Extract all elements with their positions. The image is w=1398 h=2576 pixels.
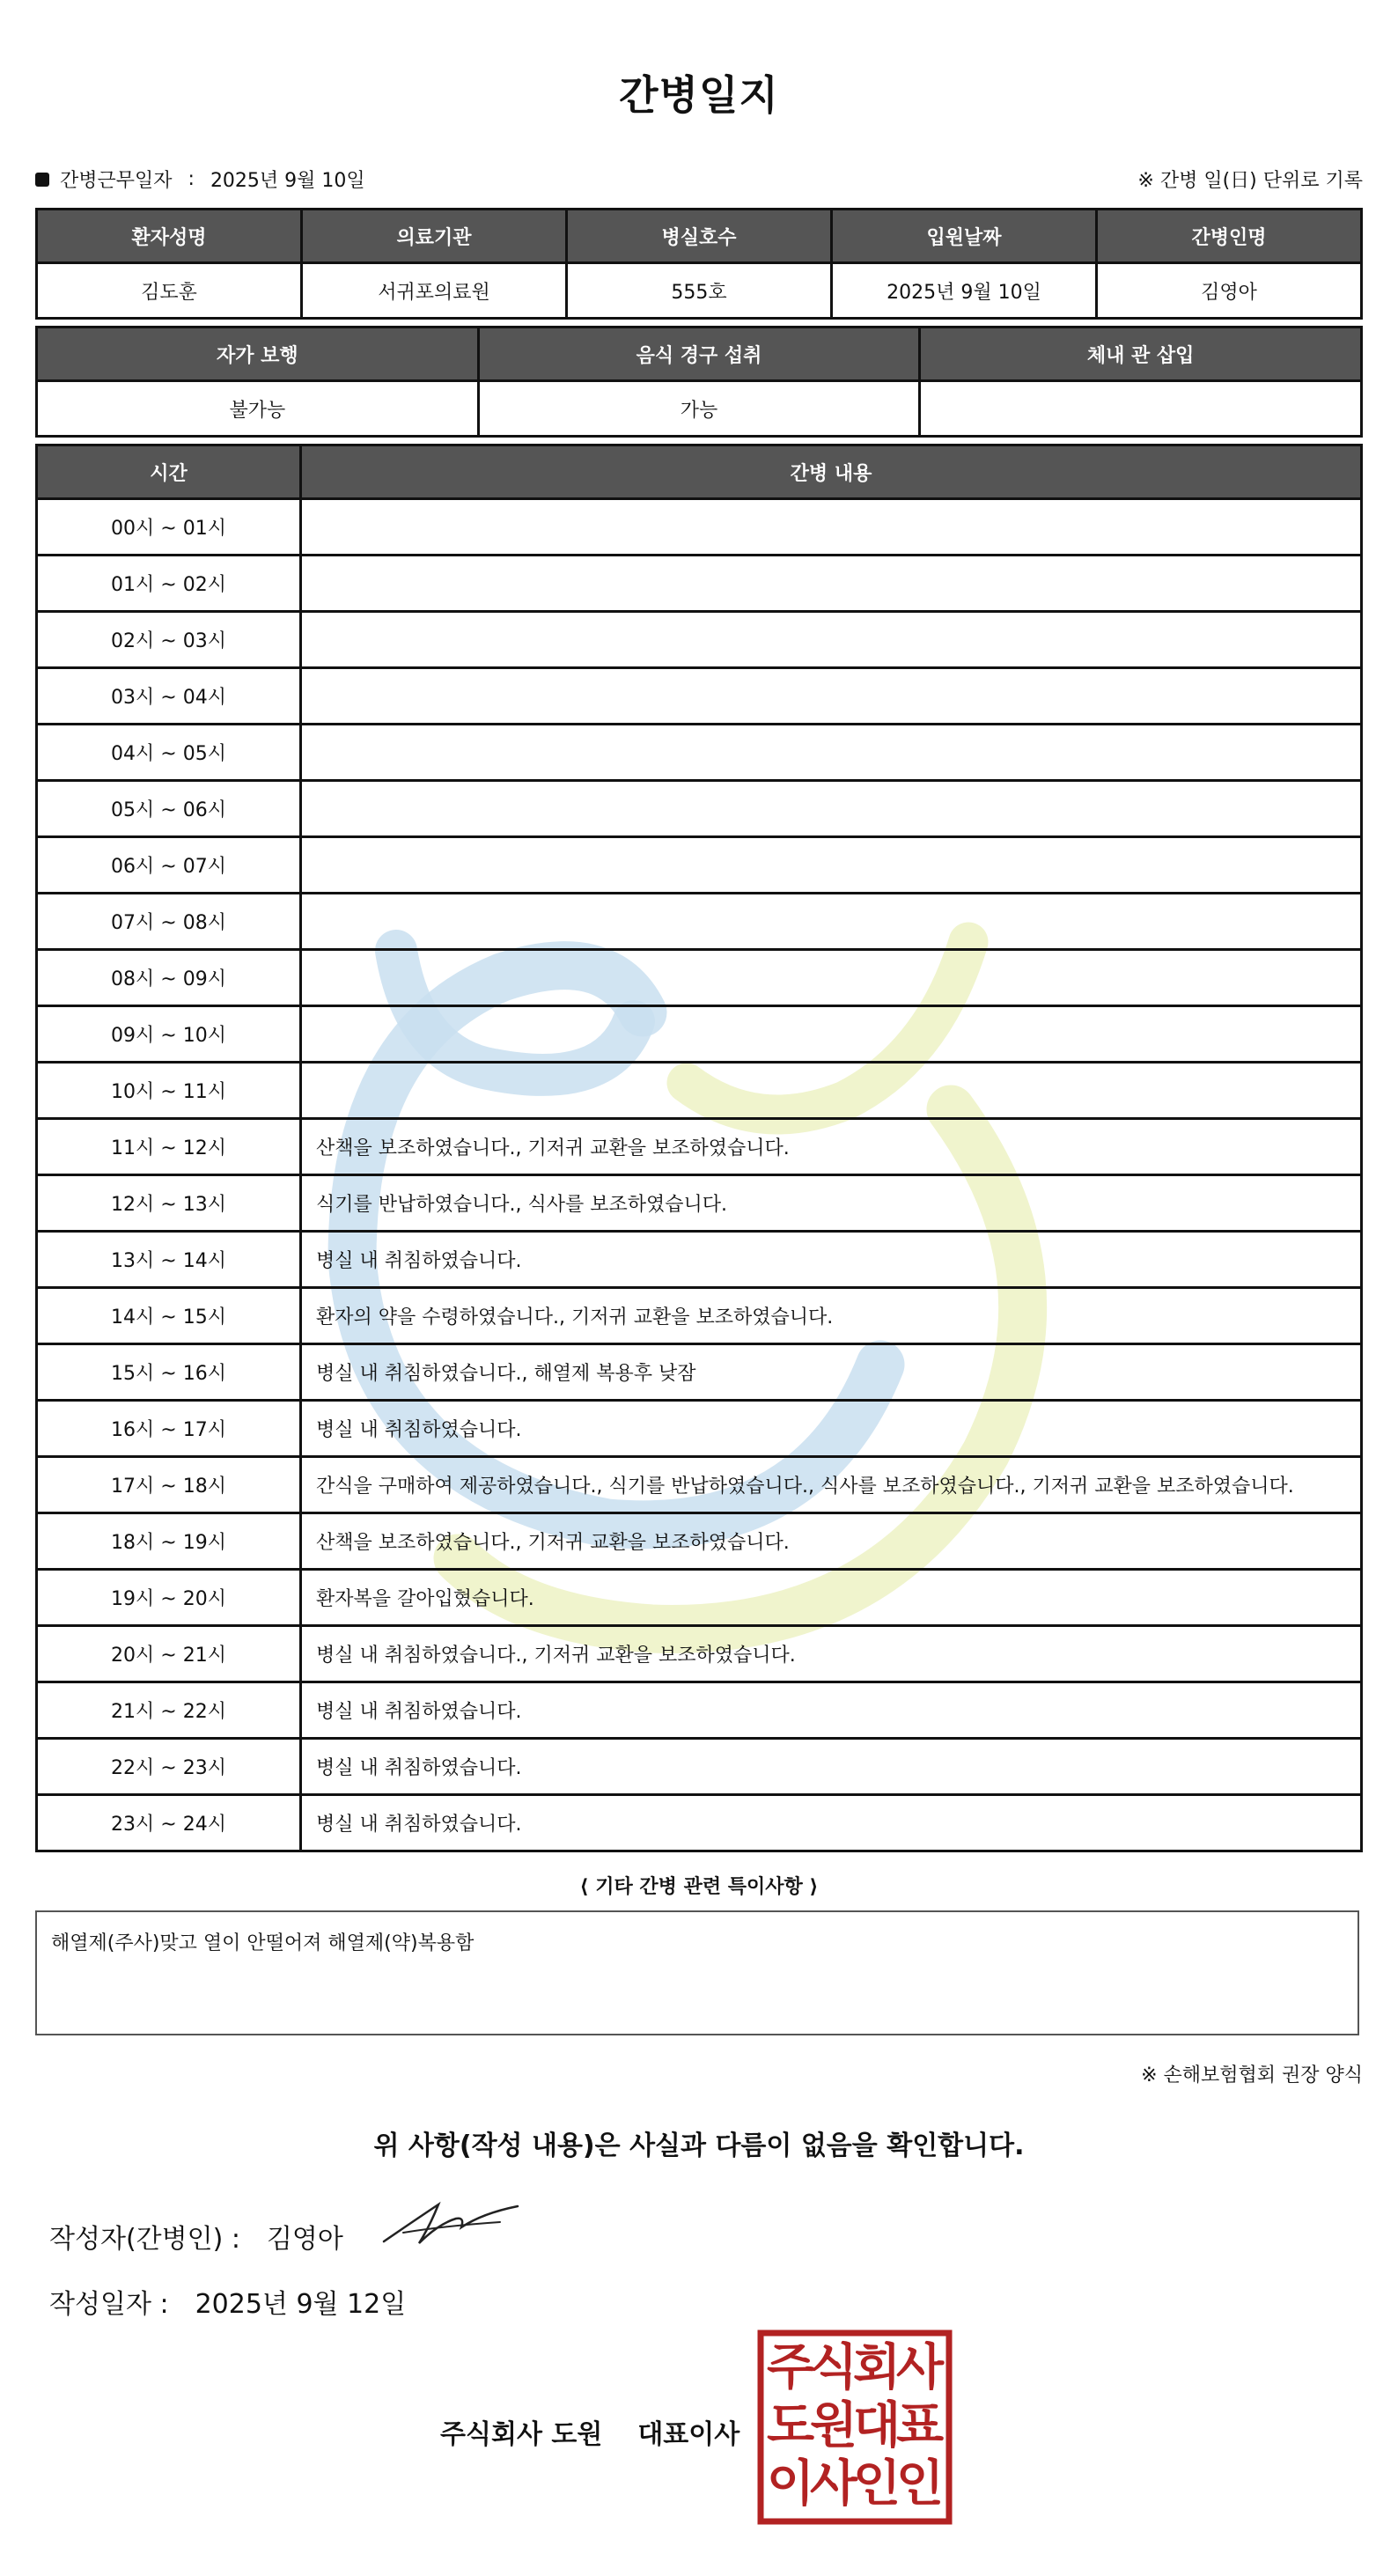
table-row [37, 668, 1362, 725]
seal-char: 주 [766, 2339, 815, 2396]
time-slot: 15시 ~ 16시 [37, 1344, 301, 1401]
writer-name: 김영아 [266, 2224, 343, 2255]
care-content [301, 781, 1362, 837]
time-slot: 22시 ~ 23시 [37, 1739, 301, 1795]
time-slot: 14시 ~ 15시 [37, 1288, 301, 1344]
seal-char: 이 [766, 2455, 815, 2513]
time-slot: 10시 ~ 11시 [37, 1063, 301, 1119]
table-row [37, 556, 1362, 612]
patient-status-table [35, 326, 1363, 438]
care-content [301, 499, 1362, 556]
header-hospital: 의료기관 [302, 210, 567, 263]
care-content [301, 950, 1362, 1006]
square-bullet-icon [35, 173, 49, 187]
care-date-separator: : [188, 168, 195, 190]
care-date-value: 2025년 9월 10일 [210, 170, 365, 192]
care-content: 병실 내 취침하였습니다. [301, 1682, 1362, 1739]
time-slot: 08시 ~ 09시 [37, 950, 301, 1006]
time-slot: 23시 ~ 24시 [37, 1795, 301, 1851]
care-content: 산책을 보조하였습니다., 기저귀 교환을 보조하였습니다. [301, 1119, 1362, 1175]
care-content: 환자복을 갈아입혔습니다. [301, 1570, 1362, 1626]
self-walking-value: 불가능 [37, 381, 479, 437]
care-content [301, 837, 1362, 894]
seal-char: 도 [766, 2397, 815, 2455]
table-row [37, 612, 1362, 668]
table-row [37, 1682, 1362, 1739]
patient-name: 김도훈 [37, 263, 302, 319]
time-slot: 20시 ~ 21시 [37, 1626, 301, 1682]
care-content: 병실 내 취침하였습니다., 기저귀 교환을 보조하였습니다. [301, 1626, 1362, 1682]
care-content [301, 1063, 1362, 1119]
company-name: 주식회사 도원 [440, 2419, 603, 2450]
care-content [301, 1006, 1362, 1063]
time-slot: 12시 ~ 13시 [37, 1175, 301, 1232]
header-patient-name: 환자성명 [37, 210, 302, 263]
time-slot: 06시 ~ 07시 [37, 837, 301, 894]
written-date-label: 작성일자 : [49, 2289, 169, 2320]
log-body [37, 499, 1362, 1851]
care-content [301, 894, 1362, 950]
status-value-row [37, 381, 1362, 437]
header-caregiver: 간병인명 [1097, 210, 1362, 263]
header-tube-insertion: 체내 관 삽입 [920, 328, 1362, 381]
written-date-row [49, 2282, 406, 2321]
table-row [37, 781, 1362, 837]
care-content: 병실 내 취침하였습니다., 해열제 복용후 낮잠 [301, 1344, 1362, 1401]
table-row [37, 725, 1362, 781]
care-content [301, 668, 1362, 725]
table-row [37, 1401, 1362, 1457]
time-slot: 01시 ~ 02시 [37, 556, 301, 612]
care-date-row [35, 166, 365, 193]
seal-char: 사 [895, 2339, 945, 2396]
table-row [37, 1288, 1362, 1344]
table-row [37, 1513, 1362, 1570]
care-content [301, 612, 1362, 668]
admission-date: 2025년 9월 10일 [832, 263, 1097, 319]
care-content: 병실 내 취침하였습니다. [301, 1232, 1362, 1288]
table-row [37, 1795, 1362, 1851]
company-seal-icon [757, 2329, 953, 2525]
table-row [37, 1626, 1362, 1682]
table-row [37, 1344, 1362, 1401]
time-slot: 04시 ~ 05시 [37, 725, 301, 781]
time-slot: 18시 ~ 19시 [37, 1513, 301, 1570]
care-content: 환자의 약을 수령하였습니다., 기저귀 교환을 보조하였습니다. [301, 1288, 1362, 1344]
time-slot: 03시 ~ 04시 [37, 668, 301, 725]
care-content: 병실 내 취침하였습니다. [301, 1739, 1362, 1795]
care-content: 병실 내 취침하였습니다. [301, 1795, 1362, 1851]
notes-title: ⟨ 기타 간병 관련 특이사항 ⟩ [579, 1876, 819, 1898]
seal-char: 식 [809, 2339, 858, 2396]
header-room: 병실호수 [567, 210, 832, 263]
notes-box [35, 1910, 1359, 2035]
ceo-title: 대표이사 [637, 2419, 740, 2450]
table-row [37, 1570, 1362, 1626]
hospital-name: 서귀포의료원 [302, 263, 567, 319]
table-row [37, 1006, 1362, 1063]
table-row [37, 950, 1362, 1006]
document-title: 간병일지 [619, 71, 779, 119]
time-slot: 17시 ~ 18시 [37, 1457, 301, 1513]
header-self-walking: 자가 보행 [37, 328, 479, 381]
table-row [37, 1232, 1362, 1288]
care-content: 병실 내 취침하였습니다. [301, 1401, 1362, 1457]
seal-char: 표 [895, 2397, 945, 2455]
seal-char: 인 [852, 2455, 901, 2513]
seal-char: 인 [895, 2455, 945, 2513]
table-row [37, 1457, 1362, 1513]
care-content [301, 556, 1362, 612]
care-date-label: 간병근무일자 [60, 170, 173, 192]
patient-value-row [37, 263, 1362, 319]
room-number: 555호 [567, 263, 832, 319]
seal-char: 사 [809, 2455, 858, 2513]
writer-row [49, 2217, 343, 2256]
header-admission-date: 입원날짜 [832, 210, 1097, 263]
table-row [37, 1119, 1362, 1175]
unit-note: ※ 간병 일(日) 단위로 기록 [1137, 170, 1363, 192]
insurance-note: ※ 손해보험협회 권장 양식 [1141, 2064, 1363, 2087]
seal-char: 대 [852, 2397, 901, 2455]
table-row [37, 499, 1362, 556]
patient-header-row [37, 210, 1362, 263]
time-slot: 21시 ~ 22시 [37, 1682, 301, 1739]
time-slot: 19시 ~ 20시 [37, 1570, 301, 1626]
company-row [440, 2412, 739, 2451]
writer-label: 작성자(간병인) : [49, 2224, 240, 2255]
care-content: 식기를 반납하였습니다., 식사를 보조하였습니다. [301, 1175, 1362, 1232]
signature-icon [377, 2187, 526, 2257]
caregiver-name: 김영아 [1097, 263, 1362, 319]
time-slot: 13시 ~ 14시 [37, 1232, 301, 1288]
notes-text: 해열제(주사)맞고 열이 안떨어져 해열제(약)복용함 [51, 1932, 475, 1954]
table-row [37, 1063, 1362, 1119]
time-slot: 09시 ~ 10시 [37, 1006, 301, 1063]
time-slot: 00시 ~ 01시 [37, 499, 301, 556]
header-oral-intake: 음식 경구 섭취 [478, 328, 920, 381]
table-row [37, 1739, 1362, 1795]
seal-char: 회 [852, 2339, 901, 2396]
table-row [37, 894, 1362, 950]
table-row [37, 1175, 1362, 1232]
confirmation-statement: 위 사항(작성 내용)은 사실과 다름이 없음을 확인합니다. [373, 2131, 1025, 2161]
care-log-table [35, 444, 1363, 1852]
time-slot: 11시 ~ 12시 [37, 1119, 301, 1175]
log-header-row [37, 445, 1362, 499]
tube-insertion-value [920, 381, 1362, 437]
time-slot: 05시 ~ 06시 [37, 781, 301, 837]
status-header-row [37, 328, 1362, 381]
time-slot: 07시 ~ 08시 [37, 894, 301, 950]
written-date-value: 2025년 9월 12일 [195, 2289, 407, 2320]
care-content: 간식을 구매하여 제공하였습니다., 식기를 반납하였습니다., 식사를 보조하였습니다., 기저귀 교환을 보조하였습니다. [301, 1457, 1362, 1513]
seal-char: 원 [809, 2397, 858, 2455]
care-content [301, 725, 1362, 781]
table-row [37, 837, 1362, 894]
care-content: 산책을 보조하였습니다., 기저귀 교환을 보조하였습니다. [301, 1513, 1362, 1570]
patient-info-table [35, 208, 1363, 320]
time-slot: 16시 ~ 17시 [37, 1401, 301, 1457]
oral-intake-value: 가능 [478, 381, 920, 437]
time-slot: 02시 ~ 03시 [37, 612, 301, 668]
header-care-content: 간병 내용 [301, 445, 1362, 499]
header-time: 시간 [37, 445, 301, 499]
